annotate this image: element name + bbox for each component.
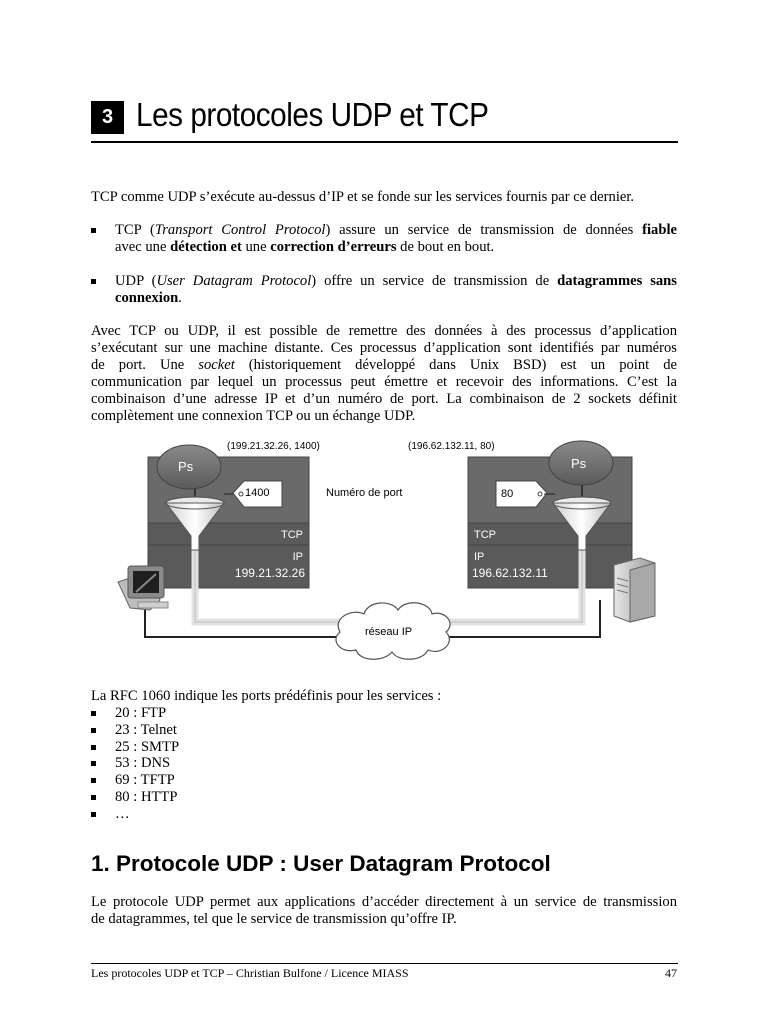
left-tcp-label: TCP (281, 529, 303, 541)
left-ip-label: IP (292, 551, 303, 563)
right-port-number: 80 (501, 488, 514, 500)
footer-title: Les protocoles UDP et TCP – Christian Bulfone / Licence MIASS (91, 966, 409, 980)
section-heading: 1. Protocole UDP : User Datagram Protocol (91, 851, 551, 876)
right-tcp-label: TCP (474, 529, 496, 541)
left-ip-address: 199.21.32.26 (234, 566, 305, 580)
bullet-tcp-line2: avec une détection et une correction d’erreurs de bout en bout. (115, 239, 495, 255)
socket-diagram (100, 432, 670, 670)
intro-paragraph: TCP comme UDP s’exécute au-dessus d’IP et se fonde sur les services fournis par ce dernier. (91, 189, 635, 205)
right-ip-label: IP (474, 551, 485, 563)
bullet-udp-line2: connexion. (115, 290, 182, 306)
chapter-number: 3 (101, 106, 114, 128)
bullet-marker (91, 279, 96, 284)
network-cloud (336, 603, 450, 660)
left-process-label: Ps (178, 459, 194, 474)
right-process-label: Ps (571, 456, 587, 471)
chapter-number-box (91, 101, 124, 134)
right-ip-address: 196.62.132.11 (472, 566, 548, 580)
port-caption: Numéro de port (326, 487, 403, 499)
rfc-intro: La RFC 1060 indique les ports prédéfinis pour les services : (91, 688, 442, 704)
document-page: 3 Les protocoles UDP et TCP TCP comme UDP s’exécute au-dessus d’IP et se fonde sur les services fournis par ce dernier. TCP (Transport Control Protocol) assure un service de transmission de données fiable avec une détection et une correction d’erreurs de bout en bout. UDP (User Datagram Protocol) offre un service de transmission de datagrammes sans connexion. Avec TCP ou UDP, il est possible de remettre des données à des processus d’application s’exécutant sur une machine distante. Ces processus d’application sont identifiés par numéros de port. Une socket (historiquement développé dans Unix BSD) est un point de communication par lequel un processus peut émettre et recevoir des informations. C’est la combinaison d’une adresse IP et d’un numéro de port. La combinaison de 2 sockets définit complètement une connexion TCP ou un échange UDP. (199.21.32.26, 1400) (196.62.132.11, 80) TCP IP 199.21.32.26 TCP IP 196.62.132.11 Ps Ps 1400 80 Numéro de port réseau IP La RFC 1060 indique les ports prédéfinis pour les services : 20 : FTP 23 : Telnet 25 : SMTP 53 : DNS 69 : TFTP 80 : HTTP … 1. Protocole UDP : User Datagram Protocol Le protocole UDP permet aux applications d’accéder directement à un service de transmission de datagrammes, tel que le service de transmission qu’offre IP. Les protocoles UDP et TCP – Christian Bulfone / Licence MIASS 47 (91, 96, 677, 980)
bullet-udp-line1: UDP (User Datagram Protocol) offre un service de transmission de datagrammes sans (115, 273, 677, 289)
left-port-number: 1400 (245, 487, 270, 499)
bullet-marker (91, 228, 96, 233)
network-label: réseau IP (365, 626, 413, 638)
udp-paragraph: Le protocole UDP permet aux applications d’accéder directement à un service de transmission de datagrammes, tel que le service de transmission qu’offre IP. (91, 894, 677, 927)
client-computer-icon (118, 566, 168, 610)
page-number: 47 (665, 966, 677, 980)
chapter-rule (91, 141, 678, 143)
footer-rule (91, 963, 678, 964)
server-icon (614, 558, 655, 622)
right-socket-label: (196.62.132.11, 80) (408, 441, 495, 452)
socket-paragraph: Avec TCP ou UDP, il est possible de remettre des données à des processus d’application s’exécutant sur une machine distante. Ces processus d’application sont identifiés par numéros de port. Une socket (historiquement développé dans Unix BSD) est un point de communication par lequel un processus peut émettre et recevoir des informations. C’est la combinaison d’une adresse IP et d’un numéro de port. La combinaison de 2 sockets définit complètement une connexion TCP ou un échange UDP. (91, 323, 677, 424)
left-socket-label: (199.21.32.26, 1400) (227, 441, 320, 452)
bullet-tcp-line1: TCP (Transport Control Protocol) assure un service de transmission de données fiable (115, 222, 677, 238)
socket-diagram-svg (100, 432, 670, 670)
right-host-stack (468, 457, 632, 588)
chapter-title: Les protocoles UDP et TCP (136, 96, 489, 133)
